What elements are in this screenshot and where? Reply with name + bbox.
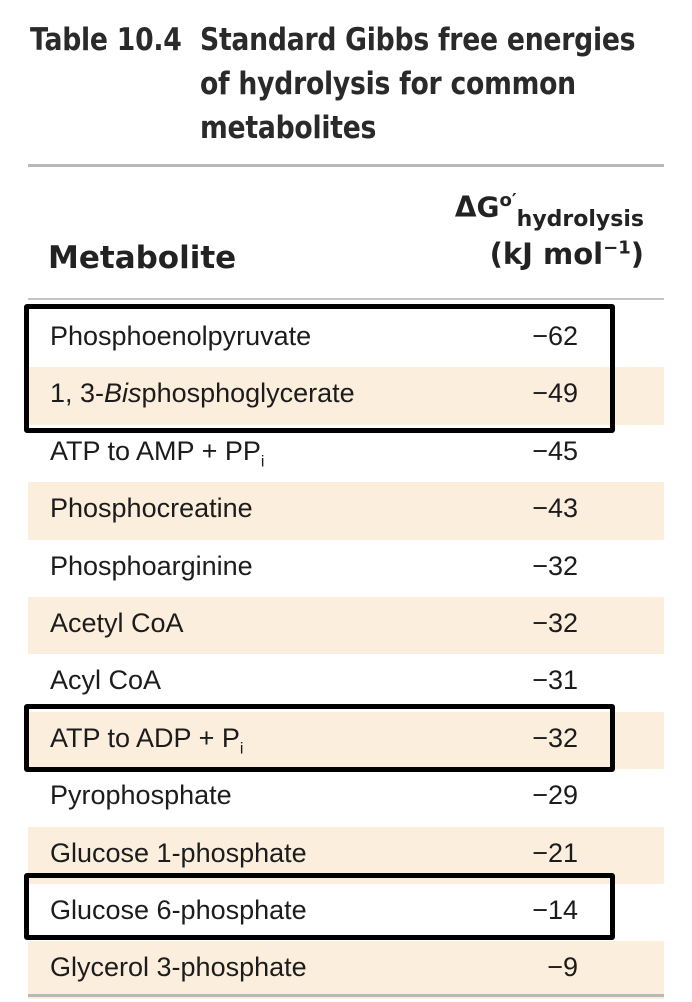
name-part: phosphoglycerate: [141, 378, 355, 409]
table-row: [28, 597, 664, 654]
table-row: [28, 769, 664, 826]
delta-g-value: −32: [532, 722, 578, 753]
table-title-line-2: of hydrolysis for common: [200, 66, 576, 102]
delta-g-value: −45: [532, 435, 578, 466]
bottom-rule: [28, 994, 664, 997]
table-title-line-3: metabolites: [200, 110, 377, 146]
metabolite-name: [50, 436, 264, 471]
name-italic: Bis: [104, 378, 142, 409]
name-subscript: i: [239, 740, 244, 758]
table-row: [28, 482, 664, 539]
metabolite-name: Acetyl CoA: [50, 607, 184, 638]
delta-g-value: −32: [532, 607, 578, 638]
units-close: ): [630, 236, 644, 271]
delta-g-value: −21: [532, 837, 578, 868]
delta-g-value: −43: [532, 493, 578, 524]
name-part: ATP to AMP + PP: [50, 435, 261, 466]
metabolite-name: Acyl CoA: [50, 665, 162, 696]
delta-g-value: −32: [532, 550, 578, 581]
units-label: [455, 237, 644, 271]
table-row: [28, 540, 664, 597]
delta-g-value: −14: [532, 894, 578, 925]
table-number: Table 10.4: [30, 22, 182, 58]
metabolite-name: Glucose 6-phosphate: [50, 894, 307, 925]
column-header-delta-g: [455, 190, 644, 271]
name-subscript: i: [260, 453, 265, 471]
table-title: [200, 18, 647, 150]
table-row: [28, 941, 664, 998]
delta-g-value: −31: [532, 665, 578, 696]
metabolite-name: Glycerol 3-phosphate: [50, 952, 307, 983]
units-sup: −1: [603, 237, 631, 259]
delta-g-sup: o′: [499, 190, 517, 211]
highlight-box-atp-adp: [24, 704, 615, 772]
delta-g-value: −49: [532, 378, 578, 409]
top-rule: [28, 164, 664, 167]
table-row: [28, 425, 664, 482]
metabolite-name: Pyrophosphate: [50, 780, 232, 811]
header-rule: [28, 298, 664, 300]
highlight-box-top: [24, 304, 615, 433]
table-title-line-1: Standard Gibbs free energies: [200, 22, 636, 58]
delta-g-value: −9: [547, 952, 578, 983]
metabolite-name: Phosphoenolpyruvate: [50, 321, 312, 351]
delta-g-symbol: ΔG: [454, 190, 500, 224]
highlight-box-glucose-6p: [24, 873, 615, 940]
delta-g-value: −29: [532, 780, 578, 811]
column-header-metabolite: Metabolite: [48, 240, 237, 276]
metabolite-name: Glucose 1-phosphate: [50, 837, 307, 868]
delta-g-label: [454, 190, 644, 232]
delta-g-sub: hydrolysis: [516, 206, 644, 232]
metabolite-name: Phosphoarginine: [50, 550, 253, 581]
metabolite-name: Phosphocreatine: [50, 493, 253, 524]
delta-g-value: −62: [532, 321, 578, 351]
name-part: ATP to ADP + P: [50, 722, 240, 753]
units-open: (kJ mol: [489, 236, 604, 271]
name-part: 1, 3-: [50, 378, 105, 409]
